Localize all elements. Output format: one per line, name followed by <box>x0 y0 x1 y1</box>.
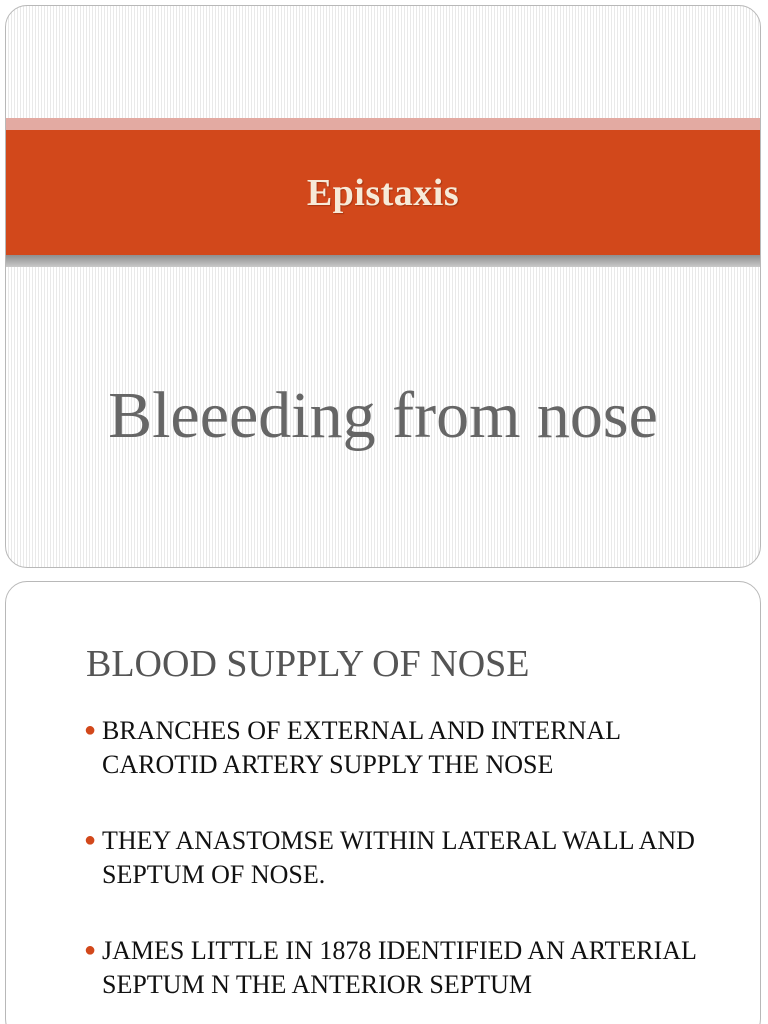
slide-heading: BLOOD SUPPLY OF NOSE <box>86 643 530 685</box>
bullet-icon: ● <box>84 939 97 961</box>
title-band <box>6 130 760 255</box>
bullet-icon: ● <box>84 829 97 851</box>
content-slide <box>5 581 761 1024</box>
list-item <box>80 934 720 1002</box>
title-slide <box>5 5 761 568</box>
slide-subtitle: Bleeeding from nose <box>108 379 658 452</box>
list-item <box>80 824 720 892</box>
bullet-list <box>80 714 720 1024</box>
list-item <box>80 714 720 782</box>
title-band-shadow <box>6 255 760 267</box>
slide-title: Epistaxis <box>306 171 460 214</box>
bullet-icon: ● <box>84 719 97 741</box>
bullet-text: THEY ANASTOMSE WITHIN LATERAL WALL AND SEPTUM OF NOSE. <box>102 826 695 889</box>
bullet-text: BRANCHES OF EXTERNAL AND INTERNAL CAROTID ARTERY SUPPLY THE NOSE <box>102 716 621 779</box>
bullet-text: JAMES LITTLE IN 1878 IDENTIFIED AN ARTERIAL SEPTUM N THE ANTERIOR SEPTUM <box>102 936 696 999</box>
title-band-top-stripe <box>6 118 760 130</box>
